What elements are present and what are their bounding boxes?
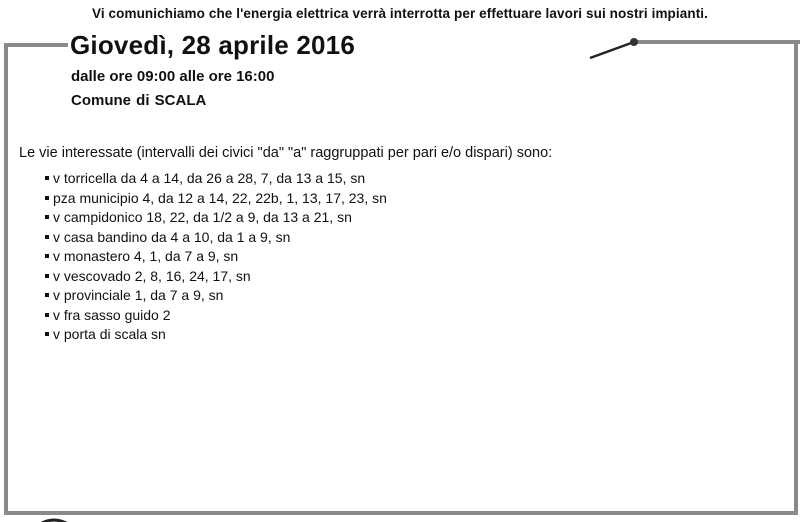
street-text: pza municipio 4, da 12 a 14, 22, 22b, 1, 13, 17, 23, sn xyxy=(53,189,387,206)
time-range: dalle ore 09:00 alle ore 16:00 xyxy=(71,68,275,85)
bullet-icon xyxy=(45,235,49,239)
street-item xyxy=(45,189,387,209)
date-title: Giovedì, 28 aprile 2016 xyxy=(70,30,355,60)
street-text: v monastero 4, 1, da 7 a 9, sn xyxy=(53,248,239,264)
bullet-icon xyxy=(45,176,49,180)
street-item xyxy=(45,247,387,267)
street-item xyxy=(45,267,387,287)
street-item xyxy=(45,208,387,228)
street-item xyxy=(45,286,387,306)
street-text: v casa bandino da 4 a 10, da 1 a 9, sn xyxy=(53,228,291,245)
notice-header: Vi comunichiamo che l'energia elettrica verrà interrotta per effettuare lavori sui nostri impianti. xyxy=(91,6,709,21)
street-item xyxy=(45,169,387,189)
frame-border-left xyxy=(4,43,8,515)
frame-border-top-left xyxy=(4,43,68,47)
streets-intro: Le vie interessate (intervalli dei civici "da" "a" raggruppati per pari e/o dispari) sono: xyxy=(19,145,553,161)
municipality-name: Comune di SCALA xyxy=(71,92,207,109)
bullet-icon xyxy=(45,196,49,200)
bullet-icon xyxy=(45,215,49,219)
street-item xyxy=(45,306,387,326)
pin-icon xyxy=(586,30,646,62)
bullet-icon xyxy=(45,254,49,258)
street-list xyxy=(45,169,387,345)
bullet-icon xyxy=(45,293,49,297)
street-text: v porta di scala sn xyxy=(53,326,166,342)
street-text: v provinciale 1, da 7 a 9, sn xyxy=(53,287,224,303)
street-text: v campidonico 18, 22, da 1/2 a 9, da 13 a 21, sn xyxy=(53,209,352,225)
street-item xyxy=(45,228,387,248)
bullet-icon xyxy=(45,274,49,278)
street-item xyxy=(45,325,387,345)
frame-border-bottom xyxy=(4,511,798,515)
street-text: v torricella da 4 a 14, da 26 a 28, 7, da 13 a 15, sn xyxy=(53,170,366,186)
frame-border-top-right xyxy=(632,40,800,44)
street-text: v vescovado 2, 8, 16, 24, 17, sn xyxy=(53,267,251,284)
bullet-icon xyxy=(45,332,49,336)
bullet-icon xyxy=(45,313,49,317)
stamp-arc-icon xyxy=(24,512,84,522)
street-text: v fra sasso guido 2 xyxy=(53,306,171,323)
frame-border-right xyxy=(794,40,798,515)
